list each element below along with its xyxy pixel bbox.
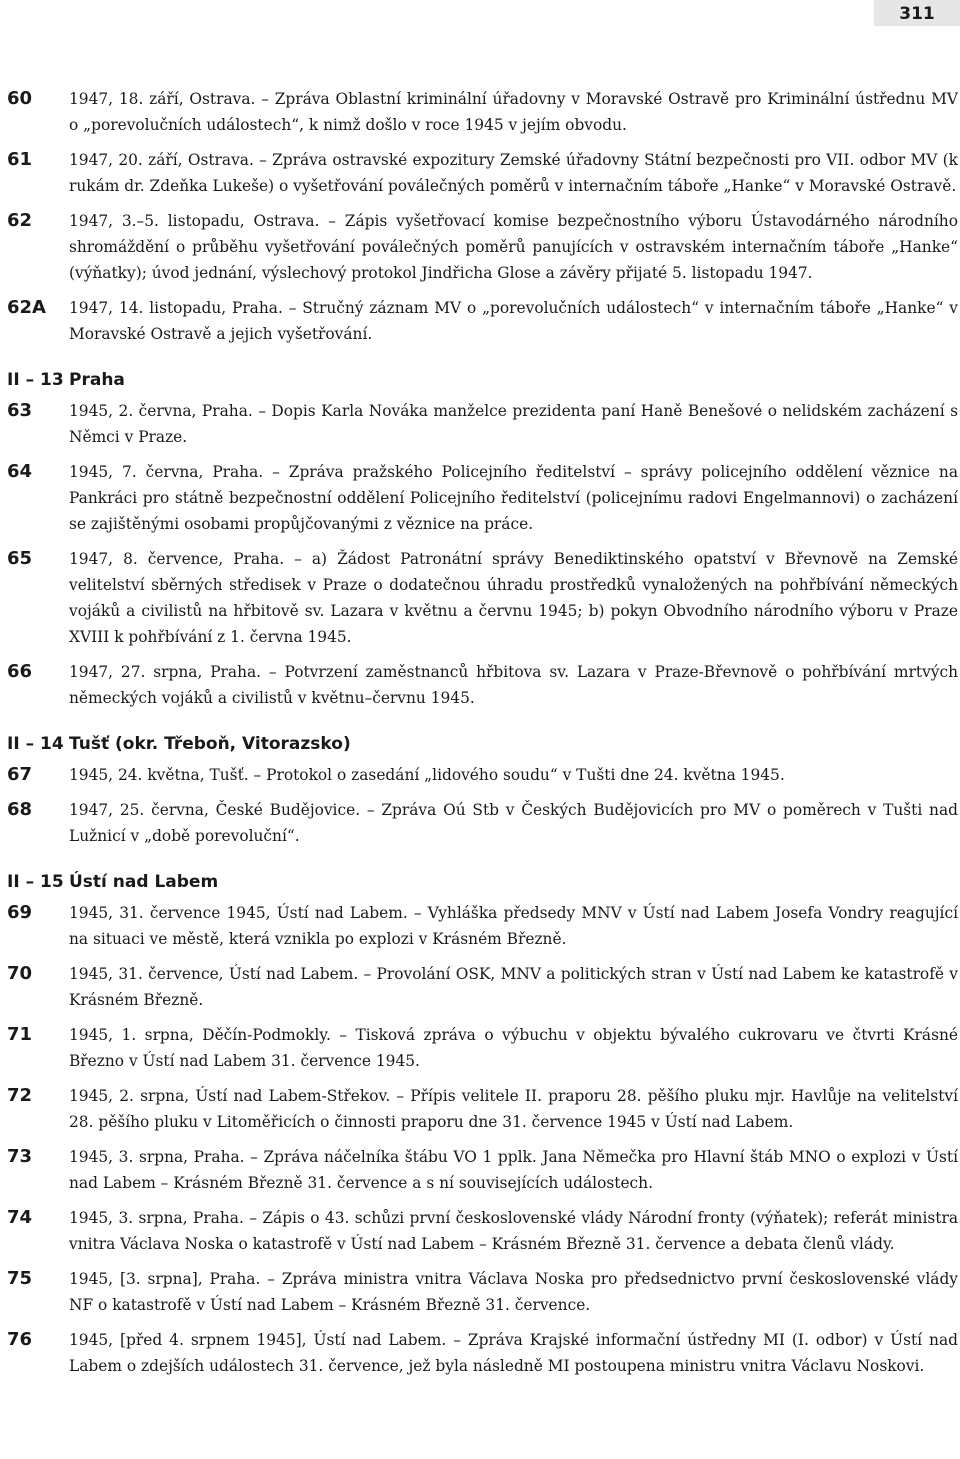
entry-text: 1945, 1. srpna, Děčín-Podmokly. – Tisková zpráva o výbuchu v objektu bývalého cukrovaru ve čtvrti Krásné Březno v Ústí nad Labem 31. července 1945. xyxy=(69,1026,958,1070)
entry-number: 69 xyxy=(7,902,33,923)
document-entry xyxy=(0,459,960,537)
entry-text: 1947, 18. září, Ostrava. – Zpráva Oblastní kriminální úřadovny v Moravské Ostravě pro Kriminální ústřednu MV o „porevolučních událostech“, k nimž došlo v roce 1945 v jejím obvodu. xyxy=(69,90,958,134)
entry-text: 1947, 27. srpna, Praha. – Potvrzení zaměstnanců hřbitova sv. Lazara v Praze-Břevnově o pohřbívání mrtvých německých vojáků a civilistů v květnu–červnu 1945. xyxy=(69,663,958,707)
entry-text: 1945, 3. srpna, Praha. – Zpráva náčelníka štábu VO 1 pplk. Jana Němečka pro Hlavní štáb MNO o explozi v Ústí nad Labem – Krásném Březně 31. července a s ní souvisejících událostech. xyxy=(69,1148,958,1192)
document-entry xyxy=(0,762,960,788)
entry-number: 62 xyxy=(7,210,33,231)
entry-text: 1947, 25. června, České Budějovice. – Zpráva Oú Stb v Českých Budějovicích pro MV o poměrech v Tušti nad Lužnicí v „době porevoluční“. xyxy=(69,801,958,845)
section-title: Tušť (okr. Třeboň, Vitorazsko) xyxy=(69,734,351,754)
section-code: II – 13 xyxy=(7,370,64,390)
document-entry xyxy=(0,1327,960,1379)
entry-text: 1947, 3.–5. listopadu, Ostrava. – Zápis vyšetřovací komise bezpečnostního výboru Ústavodárného národního shromáždění o průběhu vyšetřování poválečných poměrů panujících v ostravském internačním táboře „Hanke“ (výňatky); úvod jednání, výslechový protokol Jindřicha Glose a závěry přijaté 5. listopadu 1947. xyxy=(69,212,958,282)
document-entry xyxy=(0,1266,960,1318)
entry-number: 63 xyxy=(7,400,33,421)
entry-text: 1945, 3. srpna, Praha. – Zápis o 43. schůzi první československé vlády Národní fronty (výňatek); referát ministra vnitra Václava Noska o katastrofě v Ústí nad Labem – Krásném Březně 31. července a debata členů vlády. xyxy=(69,1209,958,1253)
entry-number: 74 xyxy=(7,1207,33,1228)
entry-number: 76 xyxy=(7,1329,33,1350)
section-title: Ústí nad Labem xyxy=(69,872,219,892)
document-entry xyxy=(0,659,960,711)
section-code: II – 14 xyxy=(7,734,64,754)
section-title: Praha xyxy=(69,370,125,390)
entry-number: 66 xyxy=(7,661,33,682)
entry-text: 1945, 31. července 1945, Ústí nad Labem. – Vyhláška předsedy MNV v Ústí nad Labem Josefa Vondry reagující na situaci ve městě, která vznikla po explozi v Krásném Březně. xyxy=(69,904,958,948)
page-number: 311 xyxy=(874,0,960,26)
entry-text: 1945, [3. srpna], Praha. – Zpráva ministra vnitra Václava Noska pro předsednictvo první československé vlády NF o katastrofě v Ústí nad Labem – Krásném Březně 31. července. xyxy=(69,1270,958,1314)
document-entry xyxy=(0,86,960,138)
document-entry xyxy=(0,295,960,347)
entry-text: 1947, 20. září, Ostrava. – Zpráva ostravské expozitury Zemské úřadovny Státní bezpečnosti pro VII. odbor MV (k rukám dr. Zdeňka Lukeše) o vyšetřování poválečných poměrů v internačním táboře „Hanke“ v Moravské Ostravě. xyxy=(69,151,958,195)
document-entry xyxy=(0,398,960,450)
document-content xyxy=(0,86,960,1388)
entry-number: 61 xyxy=(7,149,33,170)
entry-number: 71 xyxy=(7,1024,33,1045)
document-entry xyxy=(0,797,960,849)
entry-number: 60 xyxy=(7,88,33,109)
entry-text: 1945, [před 4. srpnem 1945], Ústí nad Labem. – Zpráva Krajské informační ústředny MI (I. odbor) v Ústí nad Labem o zdejších událostech 31. července, jež byla následně MI postoupena ministru vnitra Václavu Noskovi. xyxy=(69,1331,958,1375)
document-entry xyxy=(0,1083,960,1135)
document-entry xyxy=(0,208,960,286)
document-entry xyxy=(0,900,960,952)
section-heading xyxy=(0,869,960,895)
entry-text: 1947, 8. července, Praha. – a) Žádost Patronátní správy Benediktinského opatství v Břevnově na Zemské velitelství sběrných středisek v Praze o dodatečnou úhradu prostředků vynaložených na pohřbívání německých vojáků a civilistů na hřbitově sv. Lazara v květnu a červnu 1945; b) pokyn Obvodního národního výboru v Praze XVIII k pohřbívání z 1. června 1945. xyxy=(69,550,958,646)
document-entry xyxy=(0,1022,960,1074)
entry-number: 73 xyxy=(7,1146,33,1167)
entry-text: 1945, 2. června, Praha. – Dopis Karla Nováka manželce prezidenta paní Haně Benešové o nelidském zacházení s Němci v Praze. xyxy=(69,402,958,446)
section-heading xyxy=(0,731,960,757)
section-code: II – 15 xyxy=(7,872,64,892)
entry-number: 68 xyxy=(7,799,33,820)
entry-number: 75 xyxy=(7,1268,33,1289)
document-entry xyxy=(0,1144,960,1196)
entry-number: 64 xyxy=(7,461,33,482)
entry-number: 65 xyxy=(7,548,33,569)
section-heading xyxy=(0,367,960,393)
document-entry xyxy=(0,546,960,650)
document-entry xyxy=(0,1205,960,1257)
document-entry xyxy=(0,961,960,1013)
entry-text: 1945, 7. června, Praha. – Zpráva pražského Policejního ředitelství – správy policejního oddělení věznice na Pankráci pro státně bezpečnostní oddělení Policejního ředitelství (policejnímu radovi Engelmannovi) o zacházení se zajištěnými osobami propůjčovanými z věznice na práce. xyxy=(69,463,958,533)
document-entry xyxy=(0,147,960,199)
entry-number: 62A xyxy=(7,297,46,318)
entry-number: 72 xyxy=(7,1085,33,1106)
entry-text: 1945, 2. srpna, Ústí nad Labem-Střekov. – Přípis velitele II. praporu 28. pěšího pluku mjr. Havlůje na velitelství 28. pěšího pluku v Litoměřicích o činnosti praporu dne 31. července 1945 v Ústí nad Labem. xyxy=(69,1087,958,1131)
entry-text: 1945, 24. května, Tušť. – Protokol o zasedání „lidového soudu“ v Tušti dne 24. května 1945. xyxy=(69,766,785,784)
entry-text: 1945, 31. července, Ústí nad Labem. – Provolání OSK, MNV a politických stran v Ústí nad Labem ke katastrofě v Krásném Březně. xyxy=(69,965,958,1009)
entry-number: 67 xyxy=(7,764,33,785)
entry-number: 70 xyxy=(7,963,33,984)
entry-text: 1947, 14. listopadu, Praha. – Stručný záznam MV o „porevolučních událostech“ v internačním táboře „Hanke“ v Moravské Ostravě a jejich vyšetřování. xyxy=(69,299,958,343)
